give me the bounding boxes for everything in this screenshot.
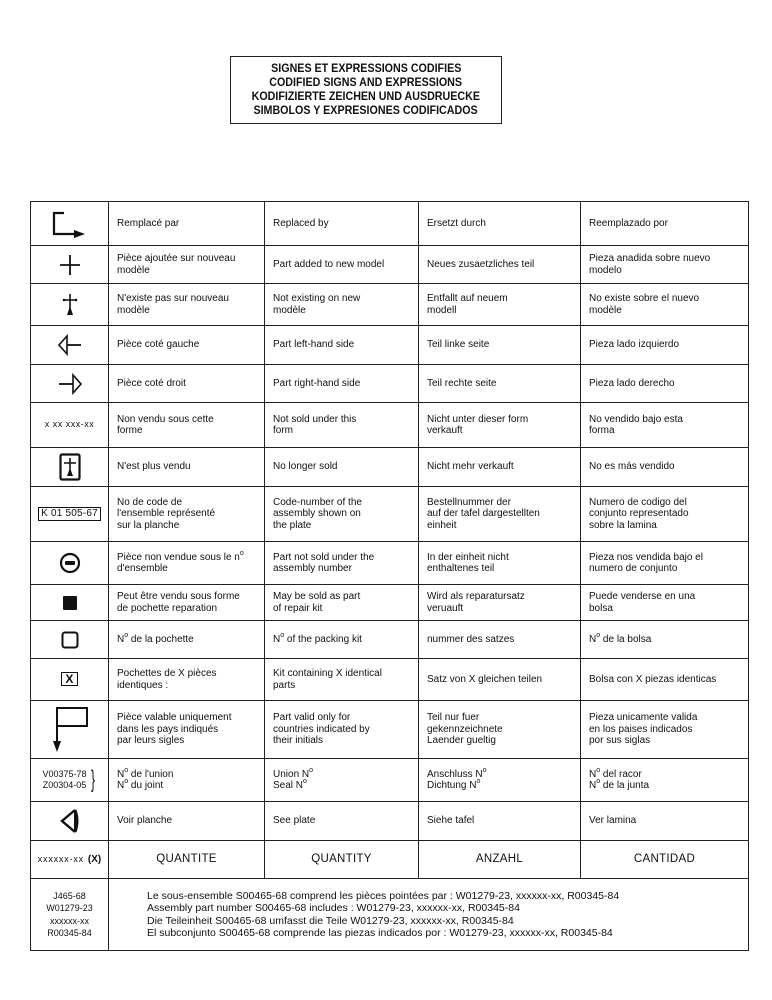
cell-de-line: enthaltenes teil — [427, 563, 495, 574]
cell-es-line: Bolsa con X piezas identicas — [589, 673, 717, 685]
union-seal-codes — [33, 766, 106, 793]
cell-fr-line: Pièce coté gauche — [117, 339, 200, 351]
cell-es — [581, 759, 749, 802]
cell-fr — [109, 802, 265, 841]
cell-es-line: por sus siglas — [589, 735, 651, 747]
cell-en-line: Part added to new model — [273, 258, 385, 270]
cell-de-line: Ersetzt durch — [427, 217, 486, 229]
cell-es — [581, 701, 749, 759]
symbol-cell — [31, 659, 109, 701]
cell-de-line: Laender gueltig — [427, 735, 496, 747]
cell-es-line: No es más vendido — [589, 461, 675, 473]
example-line: Le sous-ensemble S00465-68 comprend les pièces pointées par : W01279-23, xxxxxx-xx, R00345-84 — [147, 889, 620, 902]
cell-en-line: Code-number of the — [273, 496, 362, 508]
legend-row — [31, 365, 749, 403]
cell-fr-line: Peut être vendu sous forme — [117, 591, 240, 602]
cell-es-line: sobre la lamina — [589, 519, 657, 531]
example-code: J465-68 — [53, 890, 86, 901]
cell-en — [265, 403, 419, 448]
cell-en-line: $N^o$ of the packing kit — [273, 631, 362, 645]
cell-fr-line: d'ensemble — [117, 563, 168, 574]
cell-de — [419, 621, 581, 659]
cell-fr-line: $N^o$ de la pochette — [117, 631, 194, 645]
legend-row — [31, 802, 749, 841]
cell-de — [419, 365, 581, 403]
left-side-arrow-icon — [33, 334, 106, 356]
cell-de-line: Anschluss $N^o$ — [427, 766, 487, 780]
cell-de — [419, 284, 581, 326]
replaced-by-arrow-icon — [33, 210, 106, 238]
cell-fr-line: Pièce non vendue sous le $n^o$ — [117, 549, 244, 563]
cell-en — [265, 202, 419, 246]
cell-de-line: auf der tafel dargestellten — [427, 508, 540, 520]
legend-row — [31, 448, 749, 487]
cell-fr — [109, 542, 265, 585]
quantity-x: (X) — [87, 853, 102, 865]
cell-es — [581, 246, 749, 284]
cell-en-line: No longer sold — [273, 461, 338, 473]
cell-en — [265, 701, 419, 759]
cell-de — [419, 701, 581, 759]
quantity-row — [31, 841, 749, 879]
flag-down-arrow-icon — [33, 705, 106, 755]
cell-fr-line: $N^o$ du joint — [117, 778, 164, 791]
cell-en-line: form — [273, 425, 293, 436]
example-code: xxxxxx-xx — [50, 915, 89, 926]
cell-de-line: einheit — [427, 519, 457, 531]
cell-de-line: Dichtung $N^o$ — [427, 778, 481, 791]
cell-es-line: conjunto representado — [589, 508, 689, 520]
cell-de-line: gekennzeichnete — [427, 723, 503, 735]
legend-row — [31, 701, 749, 759]
cell-es-line: Puede venderse en una — [589, 591, 696, 602]
cell-fr — [109, 448, 265, 487]
cell-fr — [109, 585, 265, 621]
cell-fr-line: sur la planche — [117, 519, 180, 531]
example-text-cell — [109, 879, 749, 951]
cell-en — [265, 542, 419, 585]
example-code: W01279-23 — [46, 903, 93, 913]
cell-fr-line: No de code de — [117, 496, 183, 508]
symbol-cell — [31, 621, 109, 659]
example-line: Die Teileinheit S00465-68 umfasst die Teile W01279-23, xxxxxx-xx, R00345-84 — [147, 914, 514, 927]
cell-fr-line: Pièce coté droit — [117, 377, 186, 389]
example-line: Assembly part number S00465-68 includes : W01279-23, xxxxxx-xx, R00345-84 — [147, 902, 520, 914]
cell-fr-line: N'est plus vendu — [117, 461, 191, 473]
cell-en — [265, 246, 419, 284]
cell-es-line: modèle — [589, 304, 622, 316]
cell-de-line: Neues zusaetzliches teil — [427, 258, 535, 270]
cell-fr — [109, 659, 265, 701]
cell-de-line: Nicht mehr verkauft — [427, 461, 514, 473]
legend-row — [31, 246, 749, 284]
cell-de — [419, 585, 581, 621]
cell-de-line: Satz von X gleichen teilen — [427, 673, 543, 685]
filled-square-icon — [33, 595, 106, 611]
assembly-code-box: K 01 505-67 — [38, 507, 101, 521]
cell-en-line: assembly number — [273, 563, 352, 574]
cell-es-line: Pieza anadida sobre nuevo — [589, 253, 711, 264]
cell-en — [265, 284, 419, 326]
cell-es-line: Pieza nos vendida bajo el — [589, 551, 703, 563]
cell-fr — [109, 326, 265, 365]
cell-es — [581, 202, 749, 246]
symbol-cell — [31, 802, 109, 841]
cell-de-line: Wird als reparatursatz — [427, 591, 525, 602]
cell-en-line: Part valid only for — [273, 712, 351, 724]
cell-en-line: Not sold under this — [273, 413, 357, 425]
cell-de-line: veruauft — [427, 602, 464, 614]
symbol-cell — [31, 448, 109, 487]
cell-es — [581, 585, 749, 621]
cell-en-line: of repair kit — [273, 602, 323, 614]
brace-icon: } — [90, 766, 95, 793]
legend-row — [31, 542, 749, 585]
cell-es-line: numero de conjunto — [589, 563, 678, 574]
example-codes-cell — [31, 879, 109, 951]
cell-en-line: modèle — [273, 304, 306, 316]
symbol-cell — [31, 246, 109, 284]
title-line-en: CODIFIED SIGNS AND EXPRESSIONS — [269, 77, 463, 89]
example-code: R00345-84 — [47, 928, 92, 938]
cell-fr-line: dans les pays indiqués — [117, 723, 219, 735]
cell-de-line: Bestellnummer der — [427, 496, 511, 508]
legend-row — [31, 284, 749, 326]
cell-fr-line: Pochettes de X pièces — [117, 668, 217, 679]
symbols-legend-table — [30, 201, 749, 951]
title-line-fr: SIGNES ET EXPRESSIONS CODIFIES — [270, 63, 462, 75]
cell-fr — [109, 487, 265, 542]
cell-fr-line: $N^o$ de l'union — [117, 766, 174, 780]
cell-fr-line: N'existe pas sur nouveau — [117, 293, 229, 304]
cell-de — [419, 448, 581, 487]
cell-es-line: No existe sobre el nuevo — [589, 293, 700, 304]
legend-row — [31, 403, 749, 448]
not-sold-code: x xx xxx-xx — [44, 419, 95, 430]
cell-en-line: May be sold as part — [273, 591, 361, 602]
empty-square-icon — [33, 631, 106, 649]
cell-es-line: Reemplazado por — [589, 217, 668, 229]
cell-de-line: In der einheit nicht — [427, 551, 509, 563]
cell-en-line: Kit containing X identical — [273, 668, 382, 679]
cell-en-line: Replaced by — [273, 217, 329, 229]
cell-fr-line: par leurs sigles — [117, 735, 185, 747]
cell-es — [581, 659, 749, 701]
cell-fr — [109, 246, 265, 284]
cell-es-line: Pieza unicamente valida — [589, 712, 698, 724]
cell-de-line: Nicht unter dieser form — [427, 413, 529, 425]
cell-fr-line: modèle — [117, 304, 150, 316]
symbol-cell — [31, 487, 109, 542]
legend-row — [31, 621, 749, 659]
title-line-es: SIMBOLOS Y EXPRESIONES CODIFICADOS — [253, 105, 479, 117]
legend-row — [31, 759, 749, 802]
legend-row — [31, 326, 749, 365]
cell-de — [419, 802, 581, 841]
symbol-cell — [31, 759, 109, 802]
cell-es-line: Numero de codigo del — [589, 496, 687, 508]
cell-es — [581, 487, 749, 542]
cell-en-line: Part left-hand side — [273, 339, 355, 351]
cell-en-line: assembly shown on — [273, 508, 361, 520]
cell-es — [581, 542, 749, 585]
legend-row — [31, 585, 749, 621]
cell-en — [265, 326, 419, 365]
cell-es — [581, 284, 749, 326]
cell-fr — [109, 759, 265, 802]
boxed-x-icon: X — [61, 672, 77, 686]
symbol-cell — [31, 284, 109, 326]
cell-en — [265, 621, 419, 659]
symbol-cell — [31, 585, 109, 621]
cell-de-line: Teil linke seite — [427, 339, 490, 351]
cell-fr-line: Pièce valable uniquement — [117, 712, 232, 724]
cell-de — [419, 659, 581, 701]
cell-en-line: countries indicated by — [273, 723, 370, 735]
quantity-fr: QUANTITE — [109, 841, 265, 879]
cell-es-line: $N^o$ de la bolsa — [589, 631, 652, 645]
cell-de-line: Teil nur fuer — [427, 712, 480, 724]
cell-de-line: Teil rechte seite — [427, 377, 497, 389]
cell-es — [581, 326, 749, 365]
cell-es — [581, 448, 749, 487]
quantity-es: CANTIDAD — [581, 841, 749, 879]
cell-de — [419, 487, 581, 542]
cell-en — [265, 448, 419, 487]
cell-es-line: en los paises indicados — [589, 723, 693, 735]
cell-de — [419, 403, 581, 448]
cell-en-line: their initials — [273, 735, 324, 747]
cell-es-line: modelo — [589, 264, 622, 276]
cell-de — [419, 542, 581, 585]
cell-fr — [109, 701, 265, 759]
cell-de — [419, 326, 581, 365]
cell-fr-line: de pochette reparation — [117, 602, 218, 614]
cell-en-line: Union $N^o$ — [273, 766, 314, 780]
cell-en-line: See plate — [273, 815, 316, 827]
quantity-en: QUANTITY — [265, 841, 419, 879]
cell-de-line: modell — [427, 304, 457, 316]
cell-fr-line: Pièce ajoutée sur nouveau — [117, 253, 236, 264]
cell-en-line: Seal $N^o$ — [273, 778, 307, 791]
cell-es-line: Ver lamina — [589, 815, 637, 827]
legend-row — [31, 487, 749, 542]
right-side-arrow-icon — [33, 373, 106, 395]
symbol-cell — [31, 403, 109, 448]
cell-de — [419, 759, 581, 802]
see-plate-triangle-icon — [33, 808, 106, 834]
cell-en — [265, 759, 419, 802]
legend-row — [31, 202, 749, 246]
cell-en-line: Part not sold under the — [273, 551, 375, 563]
symbol-cell — [31, 542, 109, 585]
seal-code: Z00304-05 — [42, 780, 87, 790]
plus-icon — [33, 254, 106, 276]
cell-fr — [109, 202, 265, 246]
cell-en — [265, 659, 419, 701]
example-line: El subconjunto S00465-68 comprende las piezas indicados por : W01279-23, xxxxxx-xx, R00345-84 — [147, 927, 613, 939]
cell-es-line: No vendido bajo esta — [589, 413, 683, 425]
cell-fr — [109, 365, 265, 403]
quantity-symbol-cell — [31, 841, 109, 879]
cell-en — [265, 487, 419, 542]
cell-fr-line: identiques : — [117, 679, 169, 691]
cell-en — [265, 365, 419, 403]
cell-en-line: parts — [273, 679, 296, 691]
cell-fr-line: forme — [117, 425, 143, 436]
cell-de-line: verkauft — [427, 425, 463, 436]
cell-de-line: Siehe tafel — [427, 815, 475, 827]
cell-en-line: the plate — [273, 519, 312, 531]
cell-en — [265, 585, 419, 621]
cell-fr — [109, 403, 265, 448]
cell-es — [581, 365, 749, 403]
quantity-de: ANZAHL — [419, 841, 581, 879]
cell-es — [581, 621, 749, 659]
cell-en — [265, 802, 419, 841]
title-box — [230, 56, 502, 124]
cell-de — [419, 202, 581, 246]
cell-es-line: bolsa — [589, 602, 613, 614]
cell-fr-line: modèle — [117, 264, 150, 276]
symbol-cell — [31, 326, 109, 365]
cell-fr-line: l'ensemble représenté — [117, 508, 216, 520]
legend-row — [31, 659, 749, 701]
cell-de-line: nummer des satzes — [427, 633, 515, 645]
cell-fr — [109, 621, 265, 659]
example-row — [31, 879, 749, 951]
dagger-icon — [33, 293, 106, 317]
cell-fr — [109, 284, 265, 326]
symbol-cell — [31, 701, 109, 759]
cell-es-line: forma — [589, 425, 615, 436]
quantity-code: xxxxxx-xx — [37, 853, 84, 864]
union-code: V00375-78 — [42, 769, 87, 779]
cell-es — [581, 403, 749, 448]
cell-es-line: $N^o$ de la junta — [589, 778, 650, 791]
cell-de-line: Entfallt auf neuem — [427, 293, 508, 304]
title-line-de: KODIFIZIERTE ZEICHEN UND AUSDRUECKE — [251, 91, 481, 103]
cell-es-line: Pieza lado izquierdo — [589, 339, 680, 351]
boxed-dagger-icon — [33, 453, 106, 481]
circled-minus-icon — [33, 552, 106, 574]
symbol-cell — [31, 365, 109, 403]
cell-en-line: Part right-hand side — [273, 377, 361, 389]
cell-fr-line: Remplacé par — [117, 217, 180, 229]
cell-de — [419, 246, 581, 284]
cell-es-line: Pieza lado derecho — [589, 377, 675, 389]
symbol-cell — [31, 202, 109, 246]
cell-es-line: $N^o$ del racor — [589, 766, 642, 780]
cell-en-line: Not existing on new — [273, 293, 361, 304]
cell-fr-line: Voir planche — [117, 815, 173, 827]
cell-fr-line: Non vendu sous cette — [117, 413, 214, 425]
cell-es — [581, 802, 749, 841]
